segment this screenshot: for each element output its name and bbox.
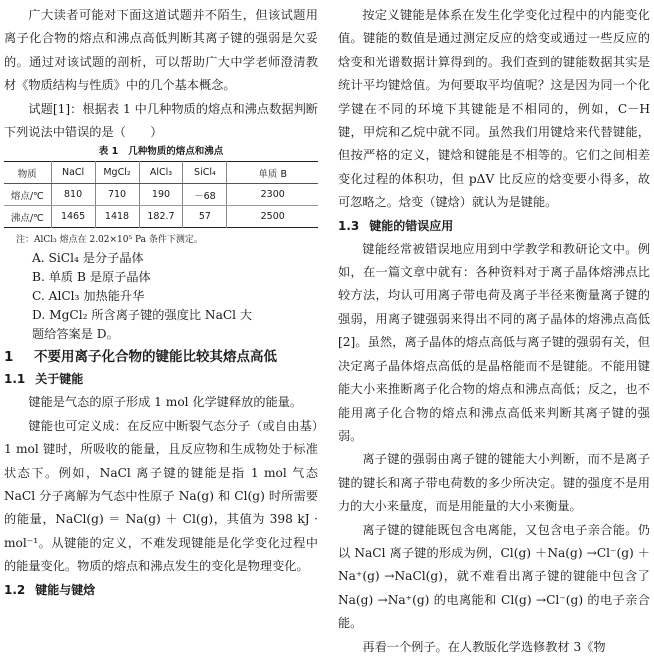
table-cell: 1465 (51, 206, 95, 228)
body-paragraph: 键能经常被错误地应用到中学教学和教研论文中。例如，在一篇文章中就有：各种资料对于离子晶体熔沸点比较方法，均认可用离子带电荷及离子半径来衡量离子键的强弱，用离子键强弱来得出不同的离子晶体的熔沸点高低[2]。虽然，离子晶体的熔点高低与离子键的强弱有关，但决定离子晶体熔点高低的是晶格能而不是键能。不能用键能大小来推断离子化合物的熔点和沸点高低；反之，也不能用离子化合物的熔点和沸点高低来判断其离子键的强弱。 (338, 241, 650, 443)
section-1-1-heading (4, 368, 318, 391)
table-row (4, 206, 318, 228)
table-header-cell: SiCl₄ (183, 162, 227, 184)
section-title: 不要用离子化合物的键能比较其熔点高低 (34, 349, 277, 366)
question-paragraph: 试题[1]：根据表 1 中几种物质的熔点和沸点数据判断下列说法中错误的是（ ） (4, 101, 318, 140)
table-header-cell: AlCl₃ (139, 162, 183, 184)
option-d: D. MgCl₂ 所含离子键的强度比 NaCl 大 (32, 308, 253, 323)
body-paragraph: 离子键的键能既包含电离能，又包含电子亲合能。仍以 NaCl 离子键的形成为例，Cl(g) ＋Na(g) →Cl⁻(g) ＋Na⁺(g) →NaCl(g)，就不难看出离子键的键能中包含了 Na(g) →Na⁺(g) 的电离能和 Cl(g) →Cl⁻(g) 的电子亲合能。 (338, 522, 650, 631)
table-cell: 2300 (227, 184, 318, 206)
body-paragraph: 键能是气态的原子形成 1 mol 化学键释放的能量。 (28, 395, 303, 410)
table-cell: 57 (183, 206, 227, 228)
table-header-cell: NaCl (51, 162, 95, 184)
section-1-3-heading (338, 215, 650, 238)
subsection-number: 1.1 (4, 372, 26, 387)
body-paragraph: 按定义键能是体系在发生化学变化过程中的内能变化值。键能的数值是通过测定反应的焓变或通过一些反应的焓变和光谱数据计算得到的。我们查到的键能数据其实是统计平均键焓值。为何要取平均值呢？这是因为同一个化学键在不同的环境下其键能是不相同的，例如，C－H 键，甲烷和乙烷中就不同。虽然我们用键焓来代替键能，但按严格的定义，键焓和键能是不相等的。它们之间相差变化过程的体积功，但 pΔV 比反应的焓变要小得多，故可忽略之。焓变（键焓）就认为是键能。 (338, 8, 650, 210)
section-number: 1 (4, 349, 14, 366)
left-column (4, 4, 318, 602)
section-1-2-heading (4, 579, 318, 602)
table-note: 注：AlCl₃ 熔点在 2.02×10⁵ Pa 条件下测定。 (16, 235, 203, 246)
table-header-cell: 单质 B (227, 162, 318, 184)
section-1-heading (4, 346, 318, 368)
subsection-title: 关于键能 (35, 372, 84, 387)
right-column (338, 4, 650, 659)
table-header-cell: MgCl₂ (95, 162, 139, 184)
body-paragraph: 键能也可定义成：在反应中断裂气态分子（或自由基）1 mol 键时，所吸收的能量，且反应物和生成物处于标准状态下。例如，NaCl 离子键的键能是指 1 mol 气态 NaCl 分子离解为气态中性原子 Na(g) 和 Cl(g) 时所需要的能量，NaCl(g) ＝ Na(g) ＋ Cl(g)，其值为 398 kJ · mol⁻¹。从键能的定义，不难发现键能是化学变化过程中的能量变化。物质的熔点和沸点发生的变化是物理变化。 (4, 418, 318, 574)
answer-text: 题给答案是 D。 (32, 327, 119, 342)
table-caption (4, 145, 318, 158)
option-c: C. AlCl₃ 加热能升华 (32, 289, 145, 304)
subsection-number: 1.2 (4, 582, 26, 597)
option-b: B. 单质 B 是原子晶体 (32, 270, 151, 285)
table-cell: 熔点/℃ (4, 184, 51, 206)
table-caption-number: 表 1 (98, 146, 119, 158)
table-cell: 182.7 (139, 206, 183, 228)
subsection-number: 1.3 (338, 218, 360, 233)
table-header-row (4, 162, 318, 184)
table-cell: 190 (139, 184, 183, 206)
table-row (4, 184, 318, 206)
table-cell: 2500 (260, 211, 285, 223)
table-header-cell: 物质 (4, 162, 51, 184)
table-caption-text: 几种物质的熔点和沸点 (128, 146, 224, 158)
intro-paragraph: 广大读者可能对下面这道试题并不陌生，但该试题用离子化合物的熔点和沸点高低判断其离子键的强弱是欠妥的。通过对该试题的剖析，可以帮助广大中学老师澄清教材《物质结构与性质》中的几个基本概念。 (4, 8, 318, 93)
table-cell: 810 (51, 184, 95, 206)
subsection-title: 键能与键焓 (35, 582, 96, 597)
body-paragraph: 再看一个例子。在人教版化学选修教材 3《物 (362, 639, 606, 654)
table-cell: 710 (95, 184, 139, 206)
option-a: A. SiCl₄ 是分子晶体 (32, 251, 144, 266)
data-table (4, 161, 318, 228)
table-cell: 1418 (95, 206, 139, 228)
table-cell: 沸点/℃ (4, 206, 51, 228)
table-cell: －68 (183, 184, 227, 206)
subsection-title: 键能的错误应用 (369, 218, 454, 233)
body-paragraph: 离子键的强弱由离子键的键能大小判断，而不是离子键的键长和离子带电荷数的多少所决定。键的强度不是用力的大小来量度，而是用能量的大小来衡量。 (338, 452, 650, 514)
